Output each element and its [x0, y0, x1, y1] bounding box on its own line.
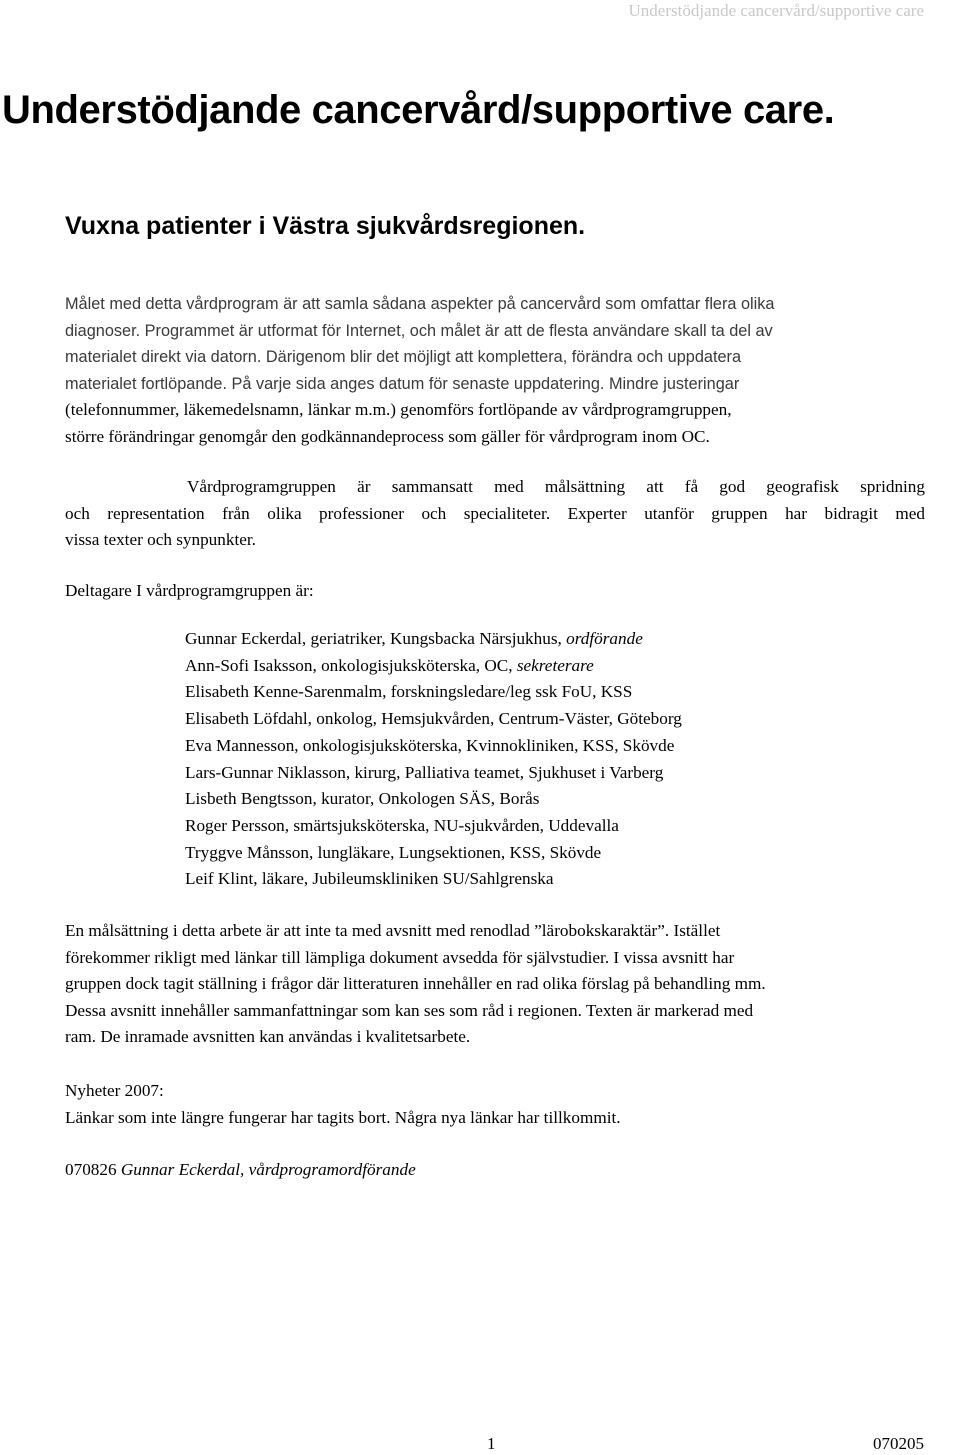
goal-paragraph-line: förekommer rikligt med länkar till lämpliga dokument avsedda för självstudier. I vissa avsnitt har	[65, 947, 735, 967]
signature	[65, 1157, 416, 1184]
intro-line: större förändringar genomgår den godkännandeprocess som gäller för vårdprogram inom OC.	[65, 426, 710, 446]
participant-role: ordförande	[566, 629, 643, 648]
intro-line: materialet fortlöpande. På varje sida anges datum för senaste uppdatering. Mindre justeringar	[65, 374, 740, 393]
goal-paragraph-line: En målsättning i detta arbete är att inte ta med avsnitt med renodlad ”lärobokskaraktär”. Istället	[65, 921, 721, 940]
participant-text: Lisbeth Bengtsson, kurator, Onkologen SÄS, Borås	[185, 789, 540, 809]
participant-item	[185, 786, 682, 813]
participant-item	[185, 866, 682, 893]
goal-paragraph-line: gruppen dock tagit ställning i frågor där litteraturen innehåller en rad olika förslag på behandling mm.	[65, 974, 766, 994]
goal-paragraph-line: Dessa avsnitt innehåller sammanfattningar som kan ses som råd i regionen. Texten är markerad med	[65, 1000, 754, 1020]
participant-text: Elisabeth Kenne-Sarenmalm, forskningsledare/leg ssk FoU, KSS	[185, 682, 633, 702]
participant-item	[185, 813, 682, 840]
participant-text: Tryggve Månsson, lungläkare, Lungsektionen, KSS, Skövde	[185, 842, 602, 862]
footer-date: 070205	[873, 1434, 924, 1453]
participant-text: Roger Persson, smärtsjuksköterska, NU-sjukvården, Uddevalla	[185, 815, 619, 835]
signature-date: 070826	[65, 1160, 117, 1179]
intro-line: Målet med detta vårdprogram är att samla sådana aspekter på cancervård som omfattar flera olika	[65, 295, 775, 313]
participant-text: Eva Mannesson, onkologisjuksköterska, Kvinnokliniken, KSS, Skövde	[185, 735, 675, 755]
goal-paragraph	[65, 918, 925, 1051]
document-subtitle: Vuxna patienter i Västra sjukvårdsregionen.	[65, 212, 586, 240]
participants-list	[185, 626, 682, 893]
participant-item	[185, 653, 682, 680]
participant-text: Elisabeth Löfdahl, onkolog, Hemsjukvården, Centrum-Väster, Göteborg	[185, 709, 682, 729]
participant-item	[185, 840, 682, 867]
document-title: Understödjande cancervård/supportive care.	[2, 88, 835, 132]
participant-item	[185, 760, 682, 787]
news-text: Länkar som inte längre fungerar har tagits bort. Några nya länkar har tillkommit.	[65, 1108, 621, 1127]
running-header: Understödjande cancervård/supportive care	[628, 1, 924, 20]
news-heading: Nyheter 2007:	[65, 1081, 164, 1100]
group-paragraph-line: Vårdprogramgruppen är sammansatt med målsättning att få god geografisk spridning	[187, 477, 925, 496]
intro-line: diagnoser. Programmet är utformat för Internet, och målet är att de flesta användare skall ta del av	[65, 321, 773, 340]
participant-text: Leif Klint, läkare, Jubileumskliniken SU/Sahlgrenska	[185, 869, 554, 889]
goal-paragraph-line: ram. De inramade avsnitten kan användas i kvalitetsarbete.	[65, 1027, 471, 1047]
participant-text: Ann-Sofi Isaksson, onkologisjuksköterska, OC,	[185, 655, 517, 675]
participants-heading: Deltagare I vårdprogramgruppen är:	[65, 581, 314, 600]
signature-name: Gunnar Eckerdal, vårdprogramordförande	[120, 1160, 416, 1179]
intro-paragraph	[65, 291, 925, 451]
participant-item	[185, 626, 682, 653]
participant-item	[185, 679, 682, 706]
page-number: 1	[487, 1434, 496, 1453]
group-paragraph-line: och representation från olika professioner och specialiteter. Experter utanför gruppen har bidragit med	[65, 503, 925, 523]
participant-item	[185, 706, 682, 733]
group-paragraph-line: vissa texter och synpunkter.	[65, 530, 256, 550]
intro-line: materialet direkt via datorn. Därigenom blir det möjligt att komplettera, förändra och uppdatera	[65, 348, 742, 367]
participant-text: Gunnar Eckerdal, geriatriker, Kungsbacka Närsjukhus,	[185, 629, 567, 648]
participant-role: sekreterare	[516, 655, 594, 675]
participant-text: Lars-Gunnar Niklasson, kirurg, Palliativa teamet, Sjukhuset i Varberg	[185, 762, 664, 782]
intro-line: (telefonnummer, läkemedelsnamn, länkar m.m.) genomförs fortlöpande av vårdprogramgruppen,	[65, 400, 732, 420]
participant-item	[185, 733, 682, 760]
group-paragraph	[65, 474, 925, 554]
